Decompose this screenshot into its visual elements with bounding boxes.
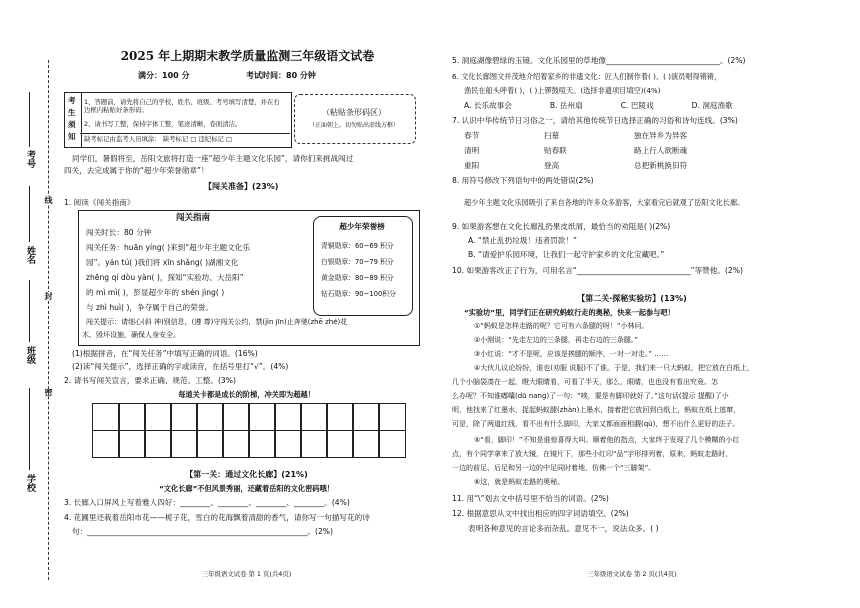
footer-right: 三年级语文试卷 第 2 页(共4页) [587, 570, 677, 578]
q11: 11. 用“\”划去文中括号里不恰当的词语。(2%) [452, 494, 609, 503]
q9-option-a[interactable]: A. “禁止乱扔垃圾！违者罚款！” [468, 236, 577, 245]
guide-title: 闯关指南 [175, 213, 210, 223]
grid-cell[interactable] [196, 403, 224, 431]
grid-cell[interactable] [300, 403, 328, 431]
exam-time: 考试时间：80 分钟 [246, 71, 316, 80]
medal-title: 超少年荣誉榜 [339, 222, 385, 231]
grid-cell[interactable] [378, 403, 406, 431]
passage-p4-line-2: 几个小脑袋凑在一起，瞪大眼睛看，可看了半天，那么，眼睛，也也没有看出究竟。怎 [452, 378, 718, 386]
passage-p5-line-1: ⑤“看，脚印！”不知是谁惊喜得大叫。顺着他的指点，大家终于发现了几个模糊的小红 [474, 436, 740, 444]
grid-cell[interactable] [248, 430, 276, 458]
q10[interactable]: 10. 如果游客改正了行为，可用名言“______________________________”等赞他。(2%) [452, 266, 743, 275]
guide-task-3: zhēng qí dòu yàn( )，探知“实验坊、大岳阳” [86, 273, 244, 282]
grid-cell[interactable] [222, 403, 250, 431]
full-score: 满分：100 分 [138, 71, 190, 80]
section-prep: 【闯关准备】(23%) [204, 182, 279, 191]
seal-char-2: 封 [44, 292, 53, 300]
grid-cell[interactable] [196, 430, 224, 458]
q1-sub-1: (1)根据拼音，在“闯关任务”中填写正确的词语。(16%) [72, 349, 258, 358]
section-2-title: 【第二关·探秘实验坊】(13%) [577, 294, 687, 303]
section-2-intro: “实验坊”里，同学们正在研究蚂蚁行走的奥秘，快来一起参与吧！ [464, 308, 675, 317]
q8-sentence[interactable]: 超少年主题文化乐园吸引了来自各地的许多众多游客，大家看完后就观了岳阳文化长廊。 [464, 198, 745, 207]
grid-cell[interactable] [118, 403, 146, 431]
q4-line-2[interactable]: 句：__________________________________________________________。(2%) [72, 527, 333, 536]
passage-p4-line-5: 可是，除了两道红线，看不出有什么脚印，大家又都面面相觑(qù)，想不出什么更好的法子。 [452, 420, 740, 428]
q7-festival-1[interactable]: 春节 [464, 131, 480, 140]
passage-p4-line-4: 明，他找来了红墨水，捉起蚂蚁腿(zhàn)上墨水，接着把它放回到白纸上，蚂蚁在纸上逃窜， [452, 406, 741, 414]
grid-cell[interactable] [144, 403, 172, 431]
q7-poem-3[interactable]: 总把新桃换旧符 [634, 161, 688, 170]
class-label: 班级 [25, 346, 35, 364]
exam-no-line [29, 92, 30, 147]
school-label: 学校 [25, 474, 35, 492]
grid-cell[interactable] [92, 403, 120, 431]
guide-task-2: 园”。yán tú( )我们将 xīn shǎng( )湖湘文化 [86, 258, 239, 267]
grid-cell[interactable] [170, 430, 198, 458]
grid-cell[interactable] [378, 430, 406, 458]
barcode-area [294, 94, 416, 144]
notice-divider [80, 133, 290, 134]
q6-option-b[interactable]: B. 岳州扇 [549, 101, 583, 110]
guide-tip-1: 闯关提示：请细心(斜 神)别信息，(遵 尊)守闯关公约，禁(jìn jīn)止奔驰(zhē zhé)花 [86, 318, 348, 326]
guide-task-4: 的 mì mì( )，彭显超少年的 shén jìng( ) [86, 288, 225, 297]
q6-options[interactable] [464, 101, 771, 111]
passage-p6: ⑥这，就是蚂蚁走路的奥秘。 [474, 478, 565, 486]
seal-char-3: 密 [44, 388, 53, 396]
q7-custom-1[interactable]: 扫墓 [544, 131, 560, 140]
grid-cell[interactable] [274, 403, 302, 431]
barcode-note: （正面朝上，切勿贴出虚线方框） [308, 122, 399, 129]
passage-p3: ③小红说：“才不是呢，应该是挨腿的顺序，一对一对走。” …… [474, 350, 669, 358]
q8-stem: 8. 用符号修改下列语句中的两处错误(2%) [452, 176, 594, 185]
passage-p1: ①“蚂蚁是怎样走路的呢？它可有六条腿的呀！”小林问。 [474, 322, 649, 330]
barcode-title: （粘贴条形码区） [322, 108, 386, 117]
q1-sub-2: (2)读“闯关提示”，选择正确的字或读音，在括号里打“√”。(4%) [72, 362, 289, 371]
grid-cell[interactable] [300, 430, 328, 458]
q6-option-c[interactable]: C. 巴陵戏 [620, 101, 654, 110]
section-1-intro: “文化长廊”不但风景秀丽，还藏着岳阳的文化密码哦！ [159, 484, 334, 493]
medal-bronze: 青铜勋章：60~69 积分 [321, 242, 394, 250]
q7-festival-2[interactable]: 清明 [464, 146, 480, 155]
q7-stem: 7. 认识中华传统节日习俗之一，请给其他传统节日选择正确的习俗和诗句连线。(3%) [452, 116, 738, 125]
seal-char-1: 线 [44, 196, 53, 204]
q4-line-1: 4. 花圃里还栽着岳阳市花——栀子花，雪白的花海飘着清甜的香气，请你写一句描写花的诗 [64, 513, 370, 522]
writing-grid[interactable] [92, 403, 406, 459]
q9-stem: 9. 如果游客想在文化长廊乱扔果皮纸屑，最恰当的劝阻是( )(2%) [452, 222, 671, 231]
q1-stem: 1. 阅读《闯关指南》 [64, 198, 135, 207]
grid-cell[interactable] [222, 430, 250, 458]
passage-p4-line-3[interactable]: 么办呢？不知谁嘟囔(dū nang)了一句：“唉，要是有脚印就好了。”这句话(提示 提醒)了小 [452, 392, 729, 400]
guide-task-5: 与 zhì huì( )，争夺属于自己的荣誉。 [86, 303, 213, 312]
intro-line-1: 同学们，暑假将至，岳阳文旅将打造一座“超少年主题文化乐园”，请你们来挑战闯过 [72, 154, 354, 163]
q7-poem-2[interactable]: 路上行人欲断魂 [634, 146, 688, 155]
grid-cell[interactable] [274, 430, 302, 458]
name-label: 姓名 [25, 246, 35, 264]
exam-no-label: 考号 [25, 150, 35, 168]
school-line [29, 388, 30, 470]
medal-diamond: 钻石勋章：90~100积分 [321, 290, 396, 298]
passage-p4-line-1[interactable]: ④大伙儿议论纷纷，谁也(劝服 说服)不了谁。于是，我们来一只大蚂蚁，把它放在白纸上， [474, 364, 754, 372]
exam-title: 2025 年上期期末教学质量监测三年级语文试卷 [120, 49, 375, 63]
grid-cell[interactable] [118, 430, 146, 458]
passage-p5-line-2: 点，有个同学拿来了放大镜，在镜片下，那些小红印“品”字形排列着，原来，蚂蚁走路时， [452, 450, 733, 458]
q7-custom-2[interactable]: 贴春联 [544, 146, 567, 155]
guide-time: 闯关时长：80 分钟 [86, 228, 152, 237]
grid-cell[interactable] [170, 403, 198, 431]
q9-option-b[interactable]: B. “请爱护乐园环境，让我们一起守护家乡的文化宝藏吧。” [468, 250, 665, 259]
grid-cell[interactable] [248, 403, 276, 431]
notice-item-2: 2、请书写工整，保持字体工整，笔迹清晰，卷面清洁。 [84, 120, 242, 128]
name-line [29, 186, 30, 242]
q12-line[interactable]: 表明各种意见的言论多而杂乱。意见不一，说法众多。( ) [468, 524, 659, 533]
seal-dashed-line [48, 60, 49, 580]
notice-item-1: 1、答题前，请先将自己的学校、姓名、班级、考号填写清楚，并在右边框内粘贴好条形码； [84, 98, 280, 115]
grid-cell[interactable] [352, 403, 380, 431]
grid-cell[interactable] [144, 430, 172, 458]
q7-custom-3[interactable]: 登高 [544, 161, 560, 170]
grid-cell[interactable] [352, 430, 380, 458]
q7-poem-1[interactable]: 独在异乡为异客 [634, 131, 688, 140]
absence-mark[interactable]: 缺考标记由监考人员填涂： 缺考标记 □ 违纪标记 □ [84, 135, 233, 143]
q6-line-1: 6. 文化长廊图文并茂地介绍着家乡的非遗文化：匠人们制作着( )、( )演员唱得锵锵， [452, 72, 722, 81]
q2-stem: 2. 请书写闯关宣言，要求正确、规范、工整。(3%) [64, 376, 236, 385]
footer-left: 三年级语文试卷 第 1 页(共4页) [201, 570, 292, 578]
passage-p5-line-3: 一边的前足、后足和另一边的中足同时着地，仿佛一个“三脚架”。 [452, 464, 656, 472]
class-line [29, 280, 30, 342]
q12-stem: 12. 根据意思从文中找出相应的四字词语填空。(2%) [452, 509, 629, 518]
grid-cell[interactable] [326, 430, 354, 458]
q5[interactable]: 5. 洞庭湖像碧绿的玉镜。文化乐园里的草地像______________________________。(2%) [452, 56, 746, 65]
q3[interactable]: 3. 长廊入口屏风上写着雅人四好：________、________、________、________。(4%) [64, 498, 350, 507]
guide-task-1: 闯关任务：huān yíng( )来到“超少年主题文化乐 [86, 243, 250, 252]
intro-line-2: 四关，去完成属于你的“超少年荣誉勋章”！ [64, 166, 209, 175]
q7-festival-3[interactable]: 重阳 [464, 161, 480, 170]
medal-gold: 黄金勋章：80~89 积分 [321, 274, 394, 282]
medal-silver: 白银勋章：70~79 积分 [321, 258, 394, 266]
notice-label: 考 生 须 知 [68, 96, 76, 141]
section-1-title: 【第一关：通过文化长廊】(21%) [185, 470, 308, 479]
passage-p2: ②小刚说：“先走左边的三条腿，再走右边的三条腿。” [474, 336, 639, 344]
grid-cell[interactable] [326, 403, 354, 431]
grid-cell[interactable] [92, 430, 120, 458]
guide-tip-2: 木、毁坏设施，确保人身安全。 [82, 331, 180, 339]
q6-option-d[interactable]: D. 洞庭渔歌 [691, 101, 733, 110]
q2-declaration: 每道关卡都是成长的阶梯，冲关即为超越！ [178, 390, 315, 399]
q6-line-2: 渔民在船头呼着( )，( )上锣鼓喧天。(选择非遗项目填空)(4%) [464, 86, 661, 95]
q6-option-a[interactable]: A. 长乐故事会 [464, 101, 512, 110]
